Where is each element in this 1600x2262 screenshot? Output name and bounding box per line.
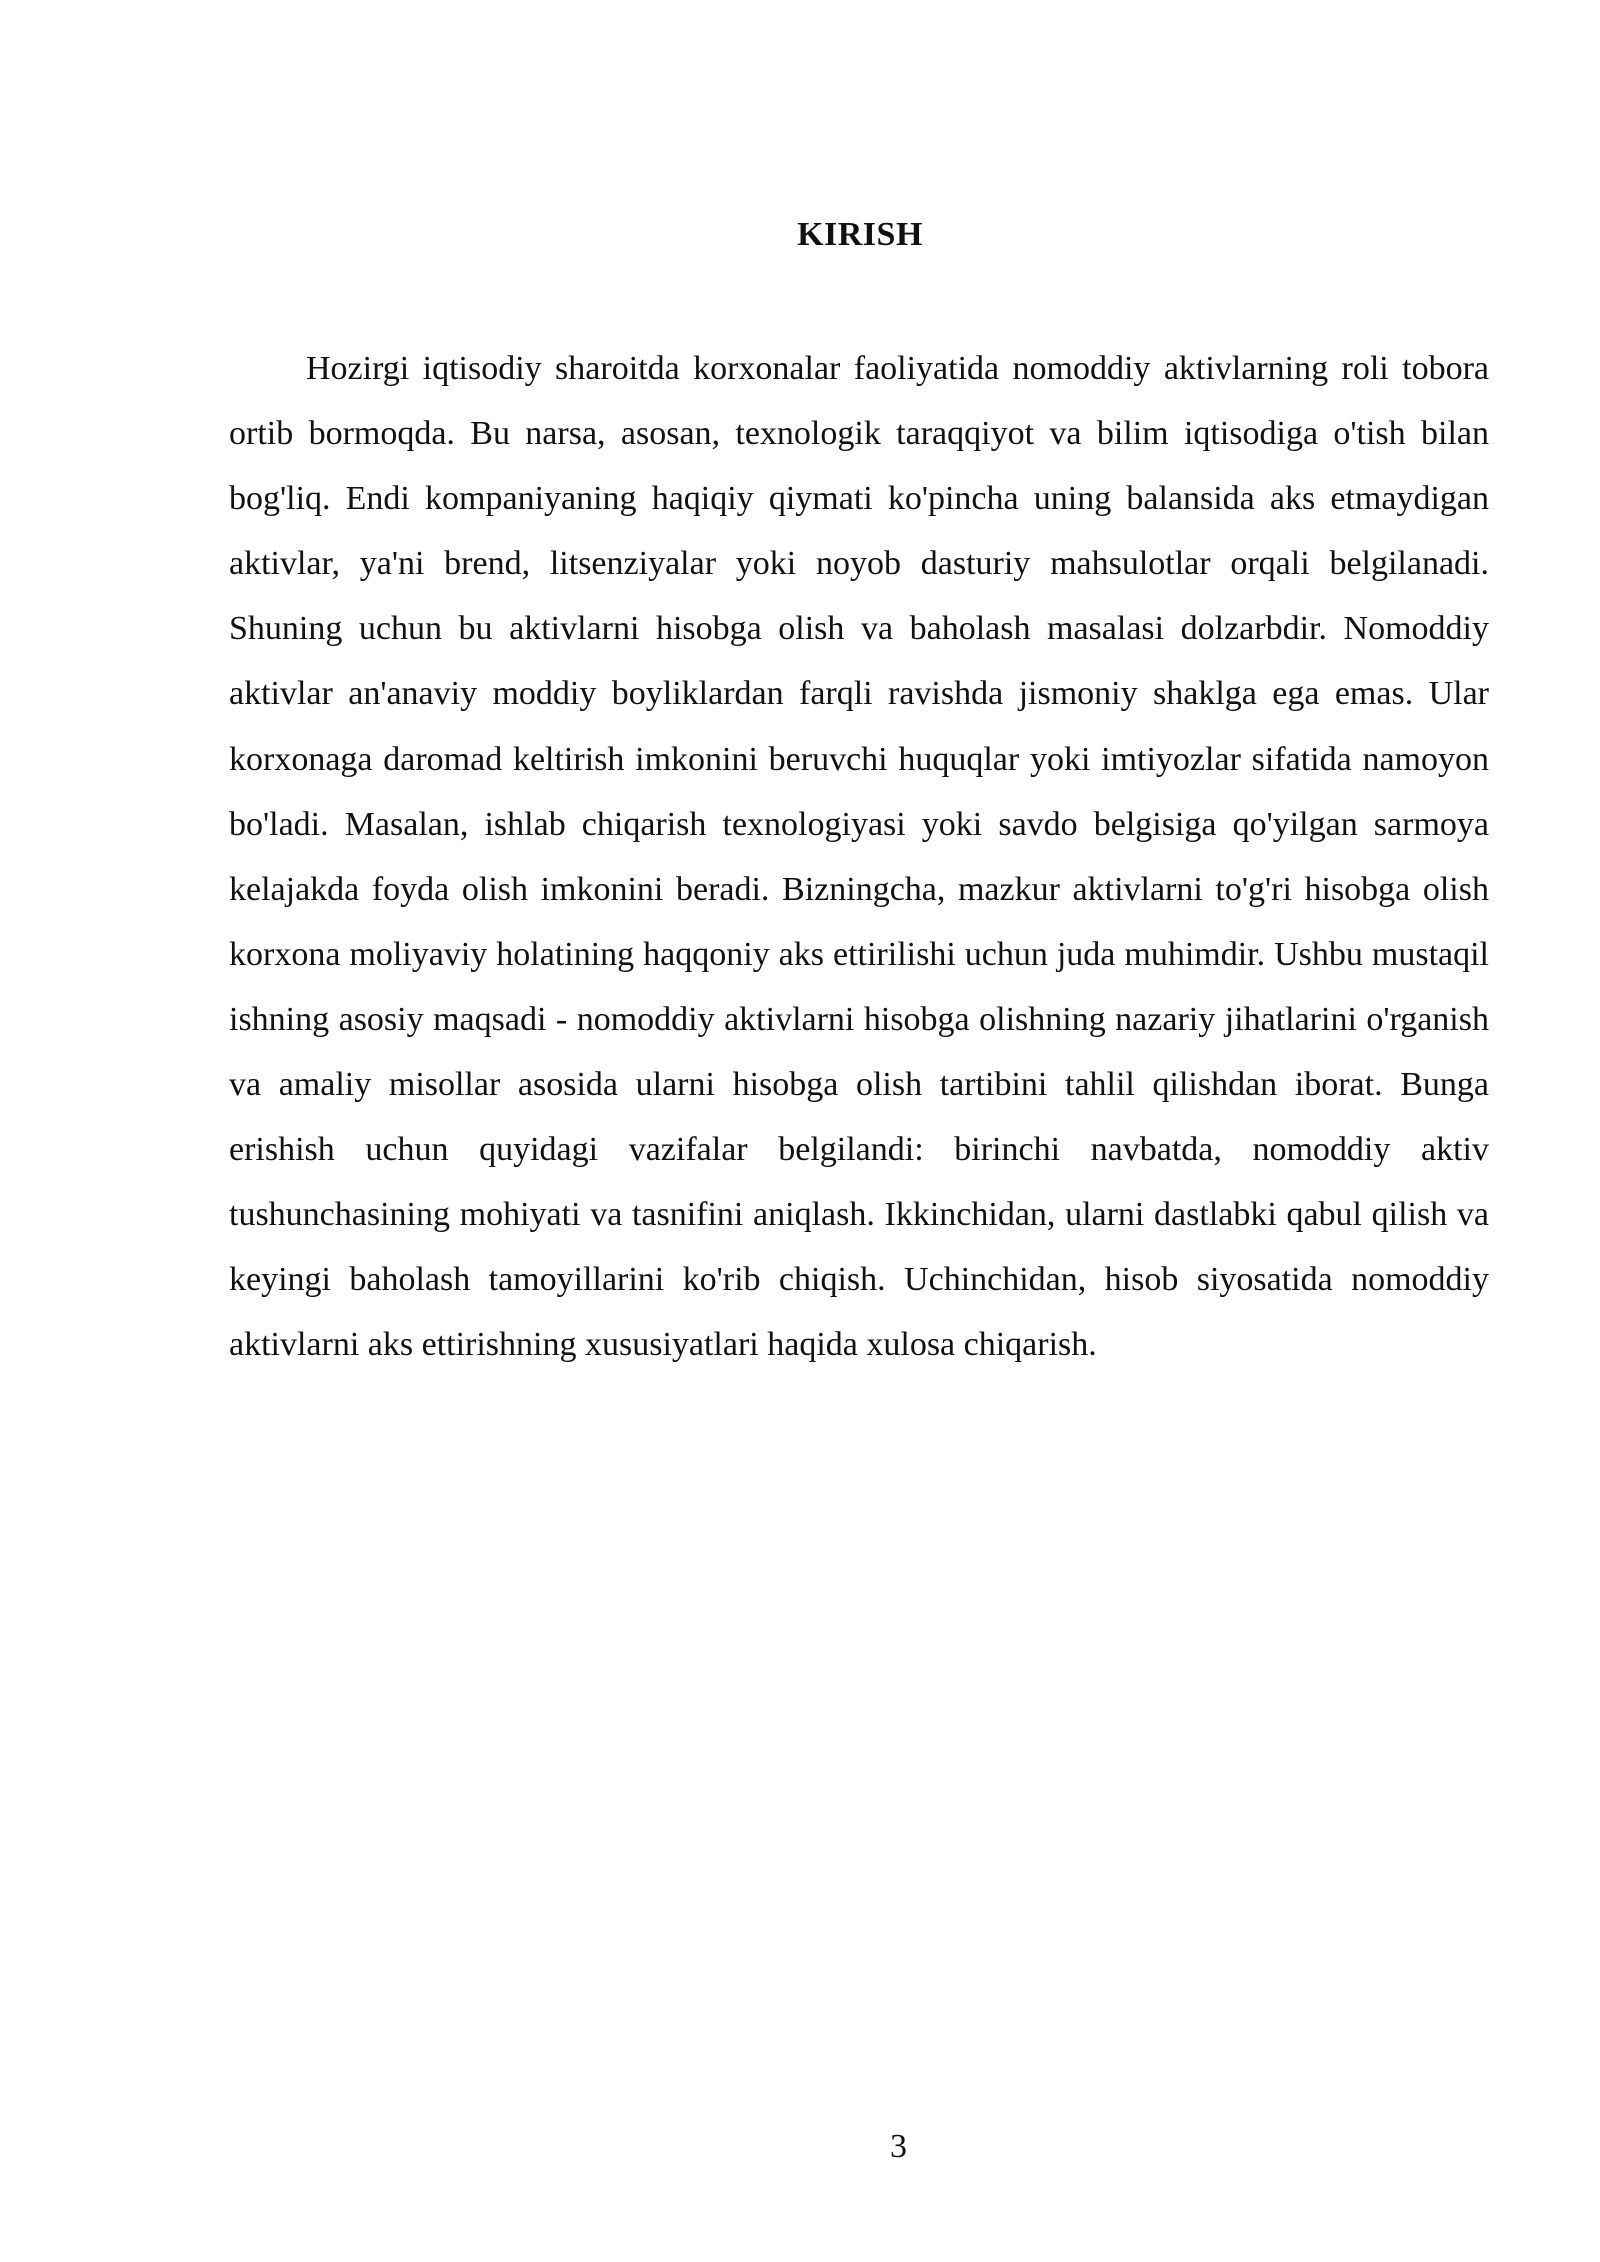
page-number: 3 xyxy=(890,2128,907,2165)
section-title: KIRISH xyxy=(797,216,923,253)
body-paragraph: Hozirgi iqtisodiy sharoitda korxonalar faoliyatida nomoddiy aktivlarning roli tobora ortib bormoqda. Bu narsa, asosan, texnologik taraqqiyot va bilim iqtisodiga o'tish bilan bog'liq. Endi kompaniyaning haqiqiy qiymati ko'pincha uning balansida aks etmaydigan aktivlar, ya'ni brend, litsenziyalar yoki noyob dasturiy mahsulotlar orqali belgilanadi. Shuning uchun bu aktivlarni hisobga olish va baholash masalasi dolzarbdir. Nomoddiy aktivlar an'anaviy moddiy boyliklardan farqli ravishda jismoniy shaklga ega emas. Ular korxonaga daromad keltirish imkonini beruvchi huquqlar yoki imtiyozlar sifatida namoyon bo'ladi. Masalan, ishlab chiqarish texnologiyasi yoki savdo belgisiga qo'yilgan sarmoya kelajakda foyda olish imkonini beradi. Bizningcha, mazkur aktivlarni to'g'ri hisobga olish korxona moliyaviy holatining haqqoniy aks ettirilishi uchun juda muhimdir. Ushbu mustaqil ishning asosiy maqsadi - nomoddiy aktivlarni hisobga olishning nazariy jihatlarini o'rganish va amaliy misollar asosida ularni hisobga olish tartibini tahlil qilishdan iborat. Bunga erishish uchun quyidagi vazifalar belgilandi: birinchi navbatda, nomoddiy aktiv tushunchasining mohiyati va tasnifini aniqlash. Ikkinchidan, ularni dastlabki qabul qilish va keyingi baholash tamoyillarini ko'rib chiqish. Uchinchidan, hisob siyosatida nomoddiy aktivlarni aks ettirishning xususiyatlari haqida xulosa chiqarish. xyxy=(229,350,1489,1364)
